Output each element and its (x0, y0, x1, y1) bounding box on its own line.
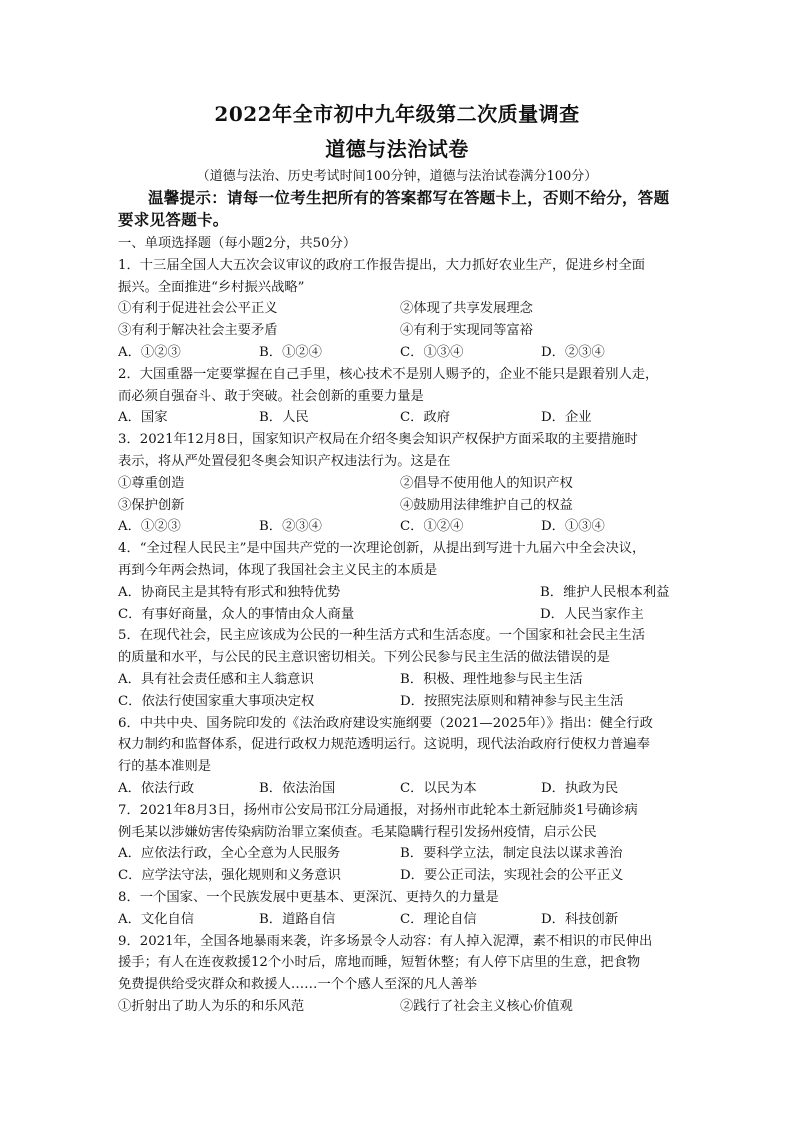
option-b: B．要科学立法，制定良法以谋求善治 (400, 846, 623, 862)
statement: ④鼓励用法律维护自己的权益 (400, 497, 573, 513)
question-6 (118, 713, 683, 800)
warm-tip: 温馨提示：请每一位考生把所有的答案都写在答题卡上，否则不给分，答题要求见答题卡。 (118, 188, 670, 229)
statement: ②倡导不使用他人的知识产权 (400, 475, 573, 491)
question-stem: 5．在现代社会，民主应该成为公民的一种生活方式和生活态度。一个国家和社会民主生活 (118, 628, 646, 644)
question-stem: 权力制约和监督体系，促进行政权力规范透明运行。这说明，现代法治政府行使权力普遍奉 (118, 737, 650, 753)
question-3 (118, 429, 683, 538)
option-b: B．道路自信 (259, 911, 336, 927)
statement: ①尊重创造 (118, 475, 185, 491)
option-a: A．依法行政 (118, 780, 195, 796)
option-d: D．人民当家作主 (540, 606, 644, 622)
statement: ②体现了共享发展理念 (400, 301, 533, 317)
question-stem: 8．一个国家、一个民族发展中更基本、更深沉、更持久的力量是 (118, 889, 499, 905)
exam-title: 2022年全市初中九年级第二次质量调查 (214, 102, 580, 126)
option-b: B．①②④ (259, 344, 322, 360)
option-a: A．国家 (118, 410, 168, 426)
question-stem: 9．2021年，全国各地暴雨来袭，许多场景令人动容：有人掉入泥潭，素不相识的市民伸出 (118, 933, 653, 949)
option-c: C．理论自信 (400, 911, 477, 927)
option-d: D．要公正司法，实现社会的公平正义 (400, 868, 624, 884)
question-stem: 的质量和水平，与公民的民主意识密切相关。下列公民参与民主生活的做法错误的是 (118, 650, 610, 666)
option-a: A．①②③ (118, 519, 181, 535)
statement: ④有利于实现同等富裕 (400, 323, 533, 339)
question-7 (118, 800, 683, 887)
question-5 (118, 625, 683, 712)
statement: ②践行了社会主义核心价值观 (400, 998, 573, 1014)
statement: ③有利于解决社会主要矛盾 (118, 323, 278, 339)
option-b: B．维护人民根本利益 (540, 584, 670, 600)
question-stem: 6．中共中央、国务院印发的《法治政府建设实施纲要（2021—2025年）》指出：健全行政 (118, 715, 653, 731)
option-b: B．依法治国 (259, 780, 336, 796)
option-c: C．有事好商量，众人的事情由众人商量 (118, 606, 355, 622)
statement: ①有利于促进社会公平正义 (118, 301, 278, 317)
question-stem: 而必须自强奋斗、敢于突破。社会创新的重要力量是 (118, 388, 424, 404)
option-b: B．人民 (259, 410, 309, 426)
statement: ①折射出了助人为乐的和乐风范 (118, 998, 305, 1014)
question-stem: 援手；有人在连夜救援12个小时后，席地而睡，短暂休整；有人停下店里的生意，把食物 (118, 955, 641, 971)
question-stem: 3．2021年12月8日，国家知识产权局在介绍冬奥会知识产权保护方面采取的主要措施时 (118, 432, 638, 448)
section-heading: 一、单项选择题（每小题2分，共50分） (118, 236, 357, 251)
option-c: C．①②④ (400, 519, 464, 535)
option-d: D．按照宪法原则和精神参与民主生活 (400, 693, 624, 709)
question-stem: 1．十三届全国人大五次会议审议的政府工作报告提出，大力抓好农业生产，促进乡村全面 (118, 257, 646, 273)
question-2 (118, 364, 683, 429)
question-stem: 7．2021年8月3日，扬州市公安局邗江分局通报，对扬州市此轮本土新冠肺炎1号确诊病 (118, 802, 638, 818)
question-9 (118, 931, 683, 1018)
option-d: D．科技创新 (541, 911, 619, 927)
option-d: D．①③④ (541, 519, 605, 535)
question-stem: 2．大国重器一定要掌握在自己手里，核心技术不是别人赐予的，企业不能只是跟着别人走， (118, 366, 659, 382)
exam-subtitle: 道德与法治试卷 (325, 137, 469, 161)
statement: ③保护创新 (118, 497, 185, 513)
option-c: C．政府 (400, 410, 451, 426)
exam-note: （道德与法治、历史考试时间100分钟，道德与法治试卷满分100分） (196, 169, 598, 184)
question-stem: 表示，将从严处置侵犯冬奥会知识产权违法行为。这是在 (118, 453, 451, 469)
option-a: A．文化自信 (118, 911, 195, 927)
option-d: D．②③④ (541, 344, 605, 360)
option-d: D．执政为民 (541, 780, 619, 796)
question-stem: 例毛某以涉嫌妨害传染病防治罪立案侦查。毛某隐瞒行程引发扬州疫情，启示公民 (118, 824, 597, 840)
question-list (118, 233, 683, 1018)
question-4 (118, 538, 683, 625)
option-a: A．具有社会责任感和主人翁意识 (118, 671, 314, 687)
question-stem: 振兴。全面推进“乡村振兴战略” (118, 279, 305, 295)
question-8 (118, 887, 683, 931)
option-b: B．积极、理性地参与民主生活 (400, 671, 583, 687)
option-a: A．应依法行政，全心全意为人民服务 (118, 846, 341, 862)
option-a: A．协商民主是其特有形式和独特优势 (118, 584, 341, 600)
option-c: C．①③④ (400, 344, 464, 360)
question-stem: 4．“全过程人民民主”是中国共产党的一次理论创新，从提出到写进十九届六中全会决议， (118, 541, 646, 557)
question-1 (118, 255, 683, 364)
option-d: D．企业 (541, 410, 592, 426)
question-stem: 行的基本准则是 (118, 759, 212, 775)
option-a: A．①②③ (118, 344, 181, 360)
option-c: C．以民为本 (400, 780, 477, 796)
question-stem: 免费提供给受灾群众和救援人……一个个感人至深的凡人善举 (118, 977, 478, 993)
option-b: B．②③④ (259, 519, 322, 535)
option-c: C．应学法守法，强化规则和义务意识 (118, 868, 341, 884)
option-c: C．依法行使国家重大事项决定权 (118, 693, 315, 709)
question-stem: 再到今年两会热词，体现了我国社会主义民主的本质是 (118, 562, 438, 578)
